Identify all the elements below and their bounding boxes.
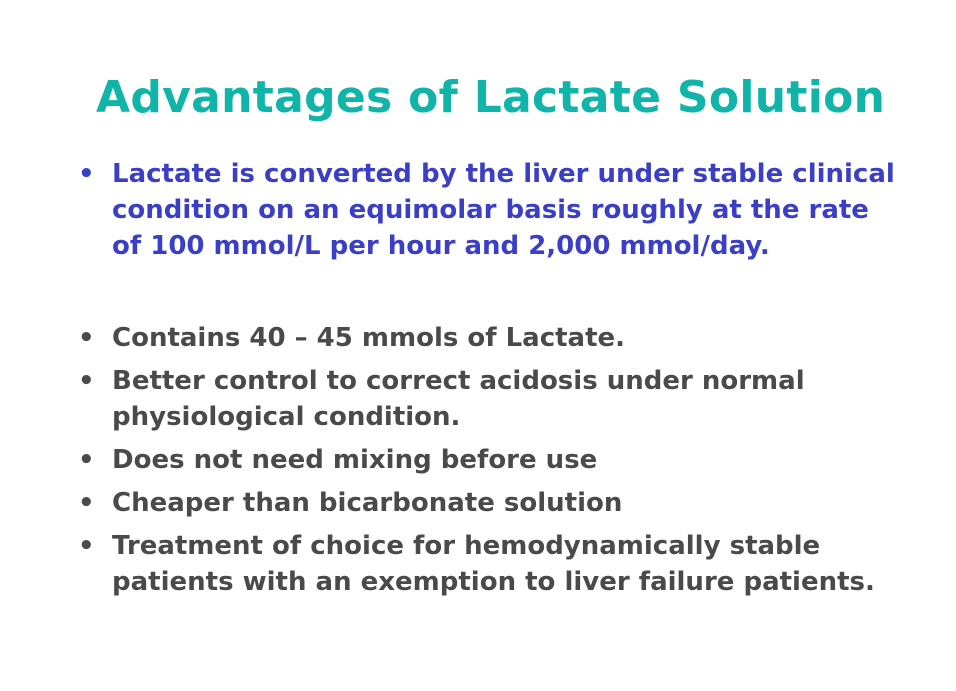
bullet-icon: • [78,531,95,561]
bullet-text: Cheaper than bicarbonate solution [112,488,623,518]
bullet-icon: • [78,445,95,475]
bullet-list [76,156,896,607]
bullet-item [76,363,896,435]
bullet-icon: • [78,488,95,518]
bullet-item [76,156,896,264]
bullet-text: Does not need mixing before use [112,445,598,475]
bullet-item [76,528,896,600]
bullet-item [76,320,896,356]
bullet-icon: • [78,366,95,396]
bullet-text: Lactate is converted by the liver under stable clinical condition on an equimolar basis roughly at the rate of 100 mmol/L per hour and 2,000 mmol/day. [112,159,895,261]
bullet-text: Treatment of choice for hemodynamically stable patients with an exemption to liver failure patients. [112,531,875,597]
bullet-icon: • [78,323,95,353]
bullet-text: Contains 40 – 45 mmols of Lactate. [112,323,626,353]
bullet-icon: • [78,159,95,189]
bullet-item [76,442,896,478]
bullet-text: Better control to correct acidosis under normal physiological condition. [112,366,805,432]
bullet-item [76,485,896,521]
slide-title: Advantages of Lactate Solution [96,72,886,123]
